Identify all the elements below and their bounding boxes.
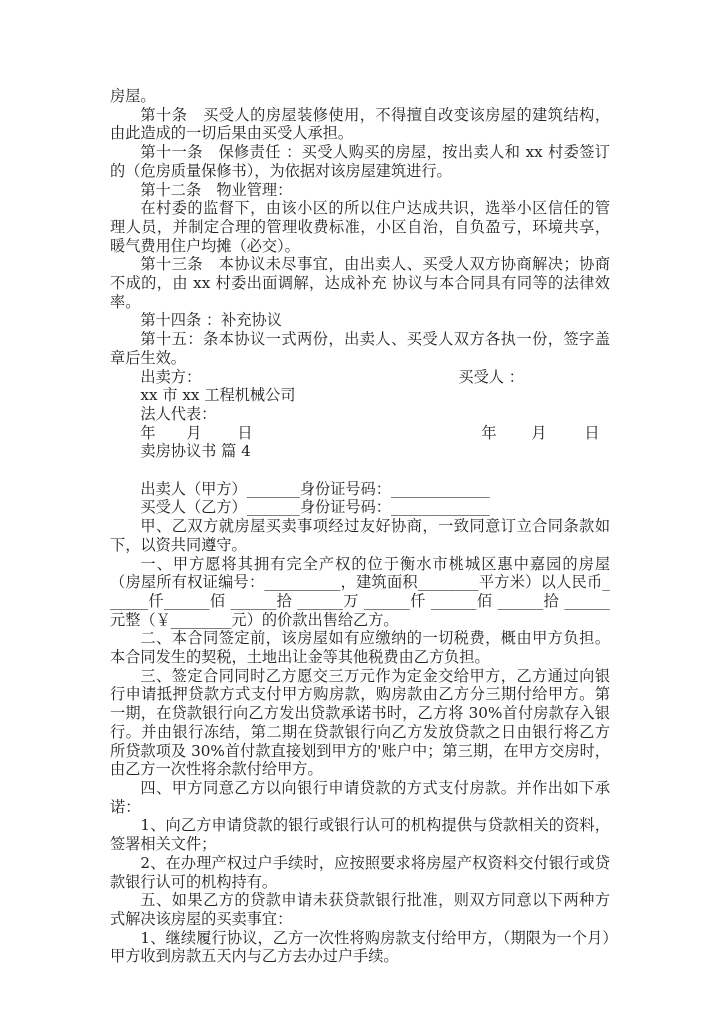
clause-4-item-1: 1、向乙方申请贷款的银行或银行认可的机构提供与贷款相关的资料，签署相关文件； — [110, 816, 610, 854]
article-15: 第十五：条本协议一式两份，出卖人、买受人双方各执一份，签字盖章后生效。 — [110, 330, 610, 367]
clause-3: 三、签定合同同时乙方愿交三万元作为定金交给甲方，乙方通过向银行申请抵押贷款方式支付甲方购房款，购房款由乙方分三期付给甲方。第一期，在贷款银行向乙方发出贷款承诺书时，乙方将 30%首付房款存入银行。并由银行冻结，第二期在贷款银行向乙方发放贷款之日由银行将乙方所贷款项及 30%首付款直接划到甲方的'账户中；第三期，在甲方交房时，由乙方一次性将余款付给甲方。 — [110, 666, 610, 779]
seller-label: 出卖方： — [140, 367, 202, 386]
clause-intro: 甲、乙双方就房屋买卖事项经过友好协商，一致同意订立合同条款如下，以资共同遵守。 — [110, 517, 610, 554]
paragraph: 房屋。 — [110, 87, 156, 105]
article-11: 第十一条 保修责任 ：买受人购买的房屋，按出卖人和 xx 村委签订的（危房质量保修书），为依据对该房屋建筑进行。 — [110, 143, 610, 180]
seller-year: 年 — [140, 423, 156, 442]
article-14: 第十四条 ：补充协议 — [140, 311, 282, 330]
article-12: 第十二条 物业管理： — [140, 180, 293, 199]
buyer-party-line: 买受人（乙方）_______身份证号码：_____________ — [140, 498, 490, 517]
company-name: xx 市 xx 工程机械公司 — [140, 386, 296, 405]
buyer-year: 年 — [481, 423, 497, 442]
clause-2: 二、本合同签定前，该房屋如有应缴纳的一切税费，概由甲方负担。本合同发生的契税，土地出让金等其他税费由乙方负担。 — [110, 629, 610, 667]
seller-party-line: 出卖人（甲方）_______身份证号码：_____________ — [140, 479, 490, 498]
signature-labels — [110, 368, 610, 387]
clause-5: 五、如果乙方的贷款申请未获贷款银行批准，则双方同意以下两种方式解决该房屋的买卖事宜： — [110, 891, 610, 928]
clause-4-item-2: 2、在办理产权过户手续时，应按照要求将房屋产权资料交付银行或贷款银行认可的机构持有。 — [110, 853, 610, 891]
article-13: 第十三条 本协议未尽事宜，由出卖人、买受人双方协商解决；协商不成的，由 xx 村委出面调解，达成补充 协议与本合同具有同等的法律效率。 — [110, 255, 610, 311]
buyer-day: 日 — [584, 423, 600, 442]
date-row — [110, 424, 610, 443]
legal-rep-label: 法人代表： — [140, 404, 217, 423]
section-title: 卖房协议书 篇 4 — [140, 442, 251, 461]
seller-day: 日 — [237, 423, 253, 442]
document-page — [110, 87, 610, 966]
clause-1: 一、甲方愿将其拥有完全产权的位于衡水市桃城区惠中嘉园的房屋（房屋所有权证编号：__________，建筑面积________平方米）以人民币______仟______佰 ______拾 ______万 ______仟 ______佰 ______拾 ______元整（￥________元）的价款出售给乙方。 — [110, 554, 610, 629]
buyer-label: 买受人 ： — [458, 367, 524, 386]
article-10: 第十条 买受人的房屋装修使用，不得擅自改变该房屋的建筑结构，由此造成的一切后果由买受人承担。 — [110, 105, 610, 143]
clause-5-item-1: 1、继续履行协议，乙方一次性将购房款支付给甲方，（期限为一个月）甲方收到房款五天内与乙方去办过户手续。 — [110, 928, 610, 966]
seller-month: 月 — [186, 423, 202, 442]
clause-4: 四、甲方同意乙方以向银行申请贷款的方式支付房款。并作出如下承诺： — [110, 779, 610, 816]
property-management: 在村委的监督下，由该小区的所以住户达成共识，选举小区信任的管理人员，并制定合理的管理收费标准，小区自治，自负盈亏，环境共享，暖气费用住户均摊（必交）。 — [110, 199, 610, 255]
buyer-month: 月 — [531, 423, 547, 442]
